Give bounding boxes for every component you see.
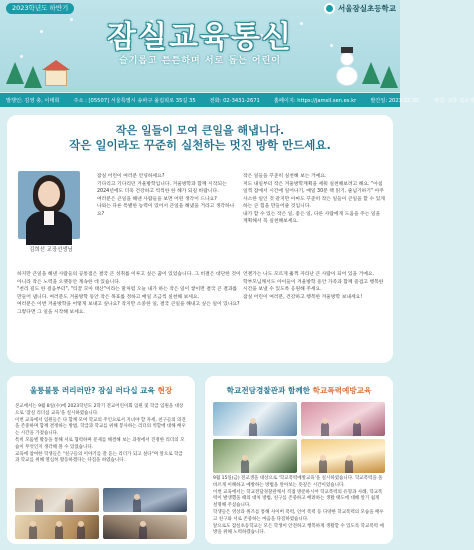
card-title-highlight: 학교폭력예방교육 (312, 386, 372, 395)
principal-portrait (18, 171, 80, 239)
paragraph: 기다리고 기다리던 겨울방학입니다. 겨울방학과 함께 시작되는 2024년에도 더욱 건강하고 씩씩한 한 해가 되길 바랍니다. (97, 181, 227, 194)
homepage-link[interactable]: 홈페이지: https://jamsil.sen.es.kr (273, 97, 357, 104)
card-body (15, 404, 187, 465)
card-title (205, 385, 393, 396)
card-title-text: 학교전담경찰관과 함께한 (226, 386, 313, 395)
tree-illustration (24, 66, 42, 88)
editor: 편집: 교무 김유경 (434, 97, 474, 104)
event-photo (103, 488, 187, 512)
paragraph: 잠실 어린이 여러분 안녕하세요? (97, 174, 165, 179)
event-photo (15, 515, 99, 539)
paragraph: 앞으로도 잠실초등학교는 모든 학생이 안전하고 행복하게 생활할 수 있도록 학교폭력 예방을 위해 노력하겠습니다. (213, 523, 384, 536)
publisher: 발행인: 김영 총, 이태희 (6, 97, 60, 104)
paragraph: 언젠가는 나도 모르게 훌쩍 자라난 큰 사람이 되어 있을 거예요. (243, 272, 375, 277)
publication-info-bar (0, 93, 474, 107)
violence-prevention-card (205, 376, 393, 544)
paragraph: 여러분은 이번 겨울방학을 어떻게 보내고 싶나요? 작지만 소중한 일, 결국 큰일을 해내고 싶은 일이 있나요? 그렇다면 그 일을 시작해 보세요. (17, 302, 240, 315)
article-headline (7, 123, 393, 153)
principal-message-article (7, 115, 393, 363)
school-name: 서울잠실초등학교 (338, 4, 396, 13)
card-title-highlight: 현장 (157, 386, 173, 395)
issue-badge: 2023학년도 하반기 (6, 3, 74, 14)
newsletter-title: 잠실교육통신 (107, 20, 293, 55)
article-column (243, 173, 385, 226)
newsletter-slogan: 슬기롭고 튼튼하며 서로 돕는 어린이 (119, 56, 281, 66)
paragraph: "천리 길도 한 걸음부터", "티끌 모아 태산"이라는 말처럼 오늘 내가 하는 작은 일이 쌓이면 결국 큰 결과를 만들어 냅니다. 여러분도 겨울방학 동안 작은 목표를 정하고 매일 조금씩 실천해 보세요. (17, 287, 238, 300)
paragraph: 저도 내일부터 작은 겨울방학계획을 세워 실천해보려고 해요. "아침 일찍 잠에서 시간에 일어나기, 매일 30분 책 읽기, 줄넘기하기" 아주 사소한 일인 것 같지만 아마도 꾸준히 작은 일들이 큰일을 할 수 있게 하는 큰 힘을 만들어줄 것입니다. (243, 181, 385, 209)
phone: 전화: 02-3431-2671 (209, 97, 260, 104)
event-photo (15, 488, 99, 512)
article-column (243, 271, 385, 301)
paragraph: 여러분은 큰일을 해낸 사람들을 보면 어떤 생각이 드나요? (97, 196, 217, 202)
paragraph: 작은 일들을 꾸준히 실천해 보는 거예요. (243, 174, 327, 179)
publish-date: 발간일: 2023.12.30. (370, 97, 421, 104)
paragraph: 하지만 큰일을 해낸 사람들의 공통점은 결국 큰 성취를 이루고 싶은 꿈이 있었습니다. 그 비결은 대단한 것이 아니라 작은 노력을 오랫동안 계속한 데 있습니다. (17, 272, 241, 285)
snowman-illustration (336, 66, 358, 86)
paragraph: 교육에 참여한 학생들은 "친구들의 이야기를 잘 듣는 리더가 되고 싶다"며 앞으로 학급과 학교를 위해 열심히 활동하겠다는 다짐을 하였습니다. (15, 451, 183, 464)
article-column (97, 173, 237, 218)
paragraph: 본교에서는 9월 8일(수)에 2023학년도 2학기 전교어린이회 임원 및 학급 임원을 대상으로 '잠실 리더십 교육'을 실시하였습니다. (15, 404, 184, 416)
article-column (17, 271, 241, 316)
event-photo (301, 439, 385, 473)
paragraph: 이번 교육에서 임원들은 다 함께 모여 학교의 주인으로서 지녀야 할 자세, 친구들의 의견을 존중하며 함께 결정하는 방법, 학급과 학교를 위해 봉사하는 리더의 역할에 대해 배우는 시간을 가졌습니다. (15, 417, 186, 437)
paragraph: 내가 할 수 있는 작은 일, 좋은 일, 다른 사람에게 도움을 주는 일을 계획해서 꼭 실천해보세요. (243, 211, 381, 224)
card-title (7, 385, 195, 396)
tree-illustration (380, 66, 398, 88)
paragraph: 9월 15일(금) 전교생을 대상으로 '학교폭력예방교육'을 실시하였습니다. 학교폭력을 올바르게 이해하고 예방하는 방법을 알아보는 뜻깊은 시간이었습니다. (213, 476, 383, 488)
event-photo (213, 402, 297, 436)
card-body (213, 476, 385, 537)
paragraph: 잠실 어린이 여러분, 건강하고 행복한 겨울방학 보내세요! (243, 294, 363, 300)
newsletter-header (0, 0, 400, 92)
paragraph: 학부모님께서도 아이들이 겨울방학 동안 가족과 함께 즐겁고 행복한 시간을 보낼 수 있도록 응원해 주세요. (243, 279, 384, 292)
paragraph: 이번 교육에서는 학교전담경찰관께서 직접 방문하시어 학교폭력의 유형과 사례, 학교폭력이 발생했을 때의 대처 방법, 친구를 존중하고 배려하는 생활 태도에 대해 알기 쉽게 설명해 주셨습니다. (213, 489, 383, 509)
headline-line-2: 작은 일이라도 꾸준히 실천하는 멋진 방학 만드세요. (69, 138, 331, 152)
portrait-caption: 김희선 교장선생님 (29, 247, 73, 253)
event-photo (301, 402, 385, 436)
leadership-education-card (7, 376, 195, 544)
house-illustration (45, 70, 67, 86)
paragraph: 나와는 다른 특별한 능력이 있어서 큰일을 해냈을 거라고 생각하나요? (97, 204, 235, 217)
headline-line-1: 작은 일들이 모여 큰일을 해냅니다. (115, 124, 285, 137)
paragraph: 학생들은 영상과 퀴즈를 통해 사이버 폭력, 언어 폭력 등 다양한 학교폭력의 모습을 배우고 친구와 서로 존중하는 마음을 다짐하였습니다. (213, 509, 384, 522)
paragraph: 특히 모둠별 활동을 통해 서로 협력하며 문제를 해결해 보는 과정에서 진정한 리더의 모습이 무엇인지 생각해 볼 수 있었습니다. (15, 437, 185, 450)
card-title-text: 울퉁불퉁 러리러만? 잠실 러다십 교육 (29, 386, 158, 395)
event-photo (213, 439, 297, 473)
address: 주소 : [05507] 서울특별시 송파구 올림픽로 35길 35 (73, 97, 196, 104)
event-photo (103, 515, 187, 539)
